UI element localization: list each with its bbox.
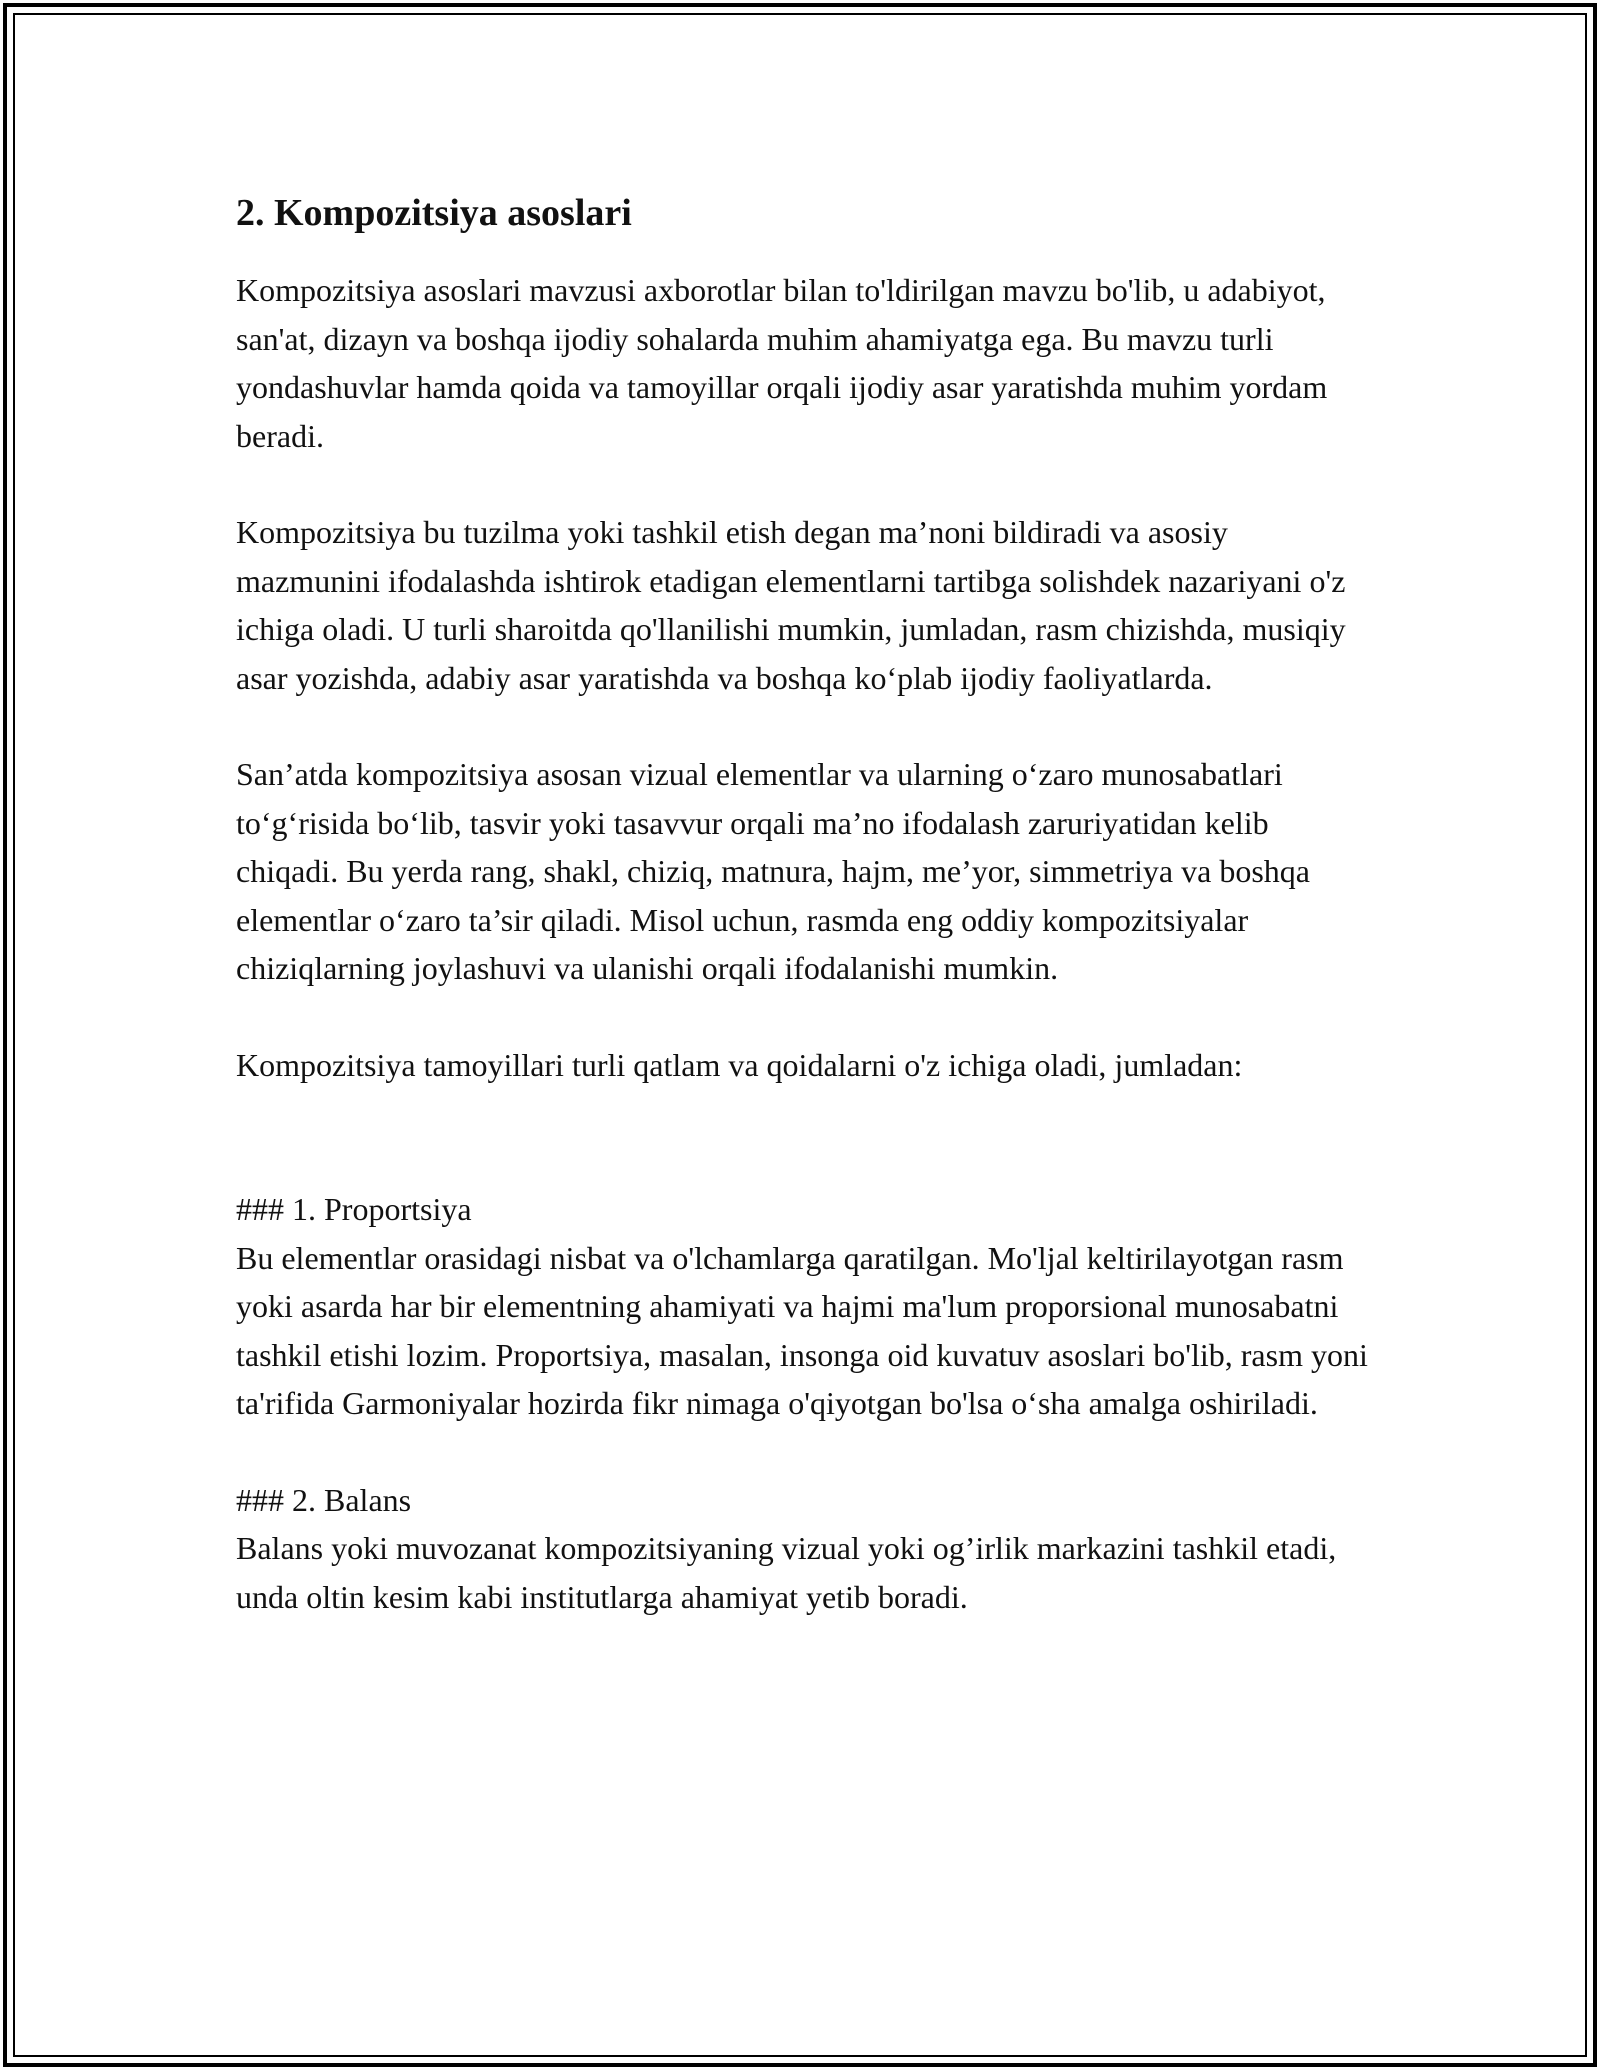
section-body: Balans yoki muvozanat kompozitsiyaning vizual yoki og’irlik markazini tashkil etadi, unda oltin kesim kabi institutlarga ahamiyat yetib boradi. — [236, 1530, 1337, 1615]
section-balans — [236, 1476, 1376, 1622]
principles-intro-paragraph: Kompozitsiya tamoyillari turli qatlam va qoidalarni o'z ichiga oladi, jumladan: — [236, 1046, 1243, 1083]
page-title: 2. Kompozitsiya asoslari — [236, 192, 632, 234]
definition-paragraph: Kompozitsiya bu tuzilma yoki tashkil etish degan ma’noni bildiradi va asosiy mazmunini ifodalashda ishtirok etadigan elementlarni tartibga solishdek nazariyani o'z ichiga oladi. U turli sharoitda qo'llanilishi mumkin, jumladan, rasm chizishda, musiqiy asar yozishda, adabiy asar yaratishda va boshqa ko‘plab ijodiy faoliyatlarda. — [236, 514, 1346, 696]
section-heading: ### 2. Balans — [236, 1481, 412, 1518]
section-proportsiya — [236, 1185, 1376, 1428]
section-body: Bu elementlar orasidagi nisbat va o'lchamlarga qaratilgan. Mo'ljal keltirilayotgan rasm yoki asarda har bir elementning ahamiyati va hajmi ma'lum proporsional munosabatni tashkil etishi lozim. Proportsiya, masalan, insonga oid kuvatuv asoslari bo'lib, rasm yoni ta'rifida Garmoniyalar hozirda fikr nimaga o'qiyotgan bo'lsa o‘sha amalga oshiriladi. — [236, 1239, 1368, 1421]
intro-paragraph: Kompozitsiya asoslari mavzusi axborotlar bilan to'ldirilgan mavzu bo'lib, u adabiyot, san'at, dizayn va boshqa ijodiy sohalarda muhim ahamiyatga ega. Bu mavzu turli yondashuvlar hamda qoida va tamoyillar orqali ijodiy asar yaratishda muhim yordam beradi. — [236, 272, 1328, 454]
art-composition-paragraph: San’atda kompozitsiya asosan vizual elementlar va ularning o‘zaro munosabatlari to‘g‘risida bo‘lib, tasvir yoki tasavvur orqali ma’no ifodalash zaruriyatidan kelib chiqadi. Bu yerda rang, shakl, chiziq, matnura, hajm, me’yor, simmetriya va boshqa elementlar o‘zaro ta’sir qiladi. Misol uchun, rasmda eng oddiy kompozitsiyalar chiziqlarning joylashuvi va ulanishi orqali ifodalanishi mumkin. — [236, 756, 1310, 986]
document-body — [236, 188, 1376, 1669]
section-heading: ### 1. Proportsiya — [236, 1191, 472, 1227]
spacer — [236, 1137, 1376, 1185]
